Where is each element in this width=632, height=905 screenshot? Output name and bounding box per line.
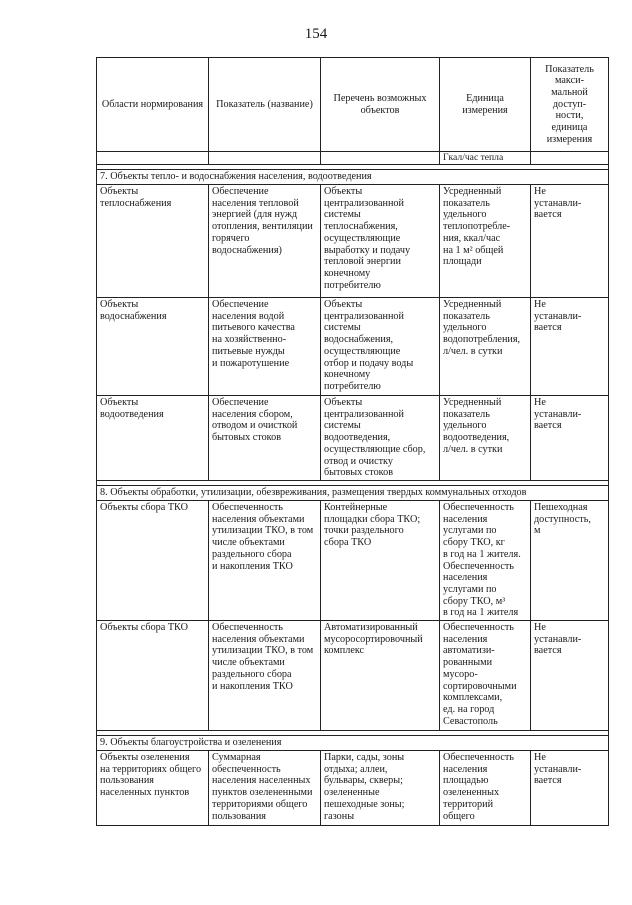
- cell-text: осуществляющие: [324, 345, 401, 357]
- cell-text: осуществляющие сбор,: [324, 443, 426, 455]
- cell-text: населения: [443, 572, 488, 584]
- cell-text: водоснабжения): [212, 244, 282, 256]
- cell-text: водопотребления,: [443, 334, 521, 346]
- cell-text: услугами по: [443, 525, 497, 537]
- table-row: [97, 751, 609, 826]
- cell-text: вается: [534, 322, 562, 334]
- header-area: Области нормирования: [97, 58, 209, 152]
- cell-text: вается: [534, 645, 562, 657]
- cell-text: ед. на город: [443, 703, 495, 715]
- cell-text: Объекты сбора ТКО: [100, 622, 188, 634]
- cell-text: централизованной: [324, 408, 404, 420]
- cell-text: раздельного сбора: [212, 548, 292, 560]
- cell-text: централизованной: [324, 310, 404, 322]
- cell-text: населения объектами: [212, 633, 305, 645]
- cell-text: устанавли-: [534, 763, 582, 775]
- cell-text: вается: [534, 420, 562, 432]
- cell-text: сбору ТКО, кг: [443, 537, 505, 549]
- cell-text: и накопления ТКО: [212, 560, 293, 572]
- section-title: 7. Объекты тепло- и водоснабжения населения, водоотведения: [97, 170, 609, 185]
- cell-objects: [321, 396, 440, 481]
- table-row: [97, 621, 609, 731]
- section-title: 8. Объекты обработки, утилизации, обезвреживания, размещения твердых коммунальных отходов: [97, 486, 609, 501]
- cell-text: в год на 1 жителя.: [443, 548, 521, 560]
- cell-area: [97, 185, 209, 298]
- cell-text: л/чел. в сутки: [443, 345, 503, 357]
- cell-text: удельного: [443, 322, 487, 334]
- cell-text: пользования: [212, 810, 266, 822]
- cell-text: населения: [443, 633, 488, 645]
- cell-area: [97, 298, 209, 396]
- cell-access: [531, 751, 609, 826]
- cell-indicator: [209, 396, 321, 481]
- cell-text: отвод и очистку: [324, 455, 393, 467]
- cell-text: отбор и подачу воды: [324, 357, 414, 369]
- section-heading: [97, 736, 609, 751]
- cell-text: в год на 1 жителя: [443, 607, 519, 619]
- cell-text: Севастополь: [443, 715, 498, 727]
- cell-text: бытовых стоков: [212, 432, 282, 444]
- cell-text: Обеспеченность: [443, 752, 514, 764]
- cell-unit: [440, 396, 531, 481]
- cell-text: пешеходные зоны;: [324, 798, 405, 810]
- cell-text: Объекты: [100, 397, 139, 408]
- cell-text: Усредненный: [443, 397, 502, 408]
- cell-text: м: [534, 525, 541, 537]
- cell-text: потребителю: [324, 380, 381, 392]
- cell-text: Объекты: [324, 186, 363, 197]
- cell-text: конечному: [324, 267, 371, 279]
- cell-text: населения: [443, 763, 488, 775]
- cell-unit: [440, 501, 531, 621]
- cell-text: населения сбором,: [212, 408, 293, 420]
- cell-text: доступность,: [534, 513, 591, 525]
- cell-text: Не: [534, 622, 546, 634]
- cell-text: газоны: [324, 810, 355, 822]
- cell-text: питьевого качества: [212, 322, 295, 334]
- cell-text: автоматизи-: [443, 645, 495, 657]
- cell-text: услугами по: [443, 583, 497, 595]
- cell-text: населенных пунктов: [100, 787, 190, 799]
- cell-text: Суммарная: [212, 752, 261, 764]
- header-objects: Перечень возможных объектов: [321, 58, 440, 152]
- cell-text: осуществляющие: [324, 232, 401, 244]
- cell-text: показатель: [443, 197, 490, 209]
- cell-text: на хозяйственно-: [212, 334, 287, 346]
- table-row: [97, 298, 609, 396]
- cell-text: Объекты: [324, 299, 363, 310]
- cell-text: озелененных: [443, 787, 500, 799]
- cell-text: конечному: [324, 369, 371, 381]
- cell-text: отдыха; аллеи,: [324, 763, 388, 775]
- cell-text: Обеспеченность: [443, 622, 514, 634]
- cell-text: населения водой: [212, 310, 285, 322]
- cell-text: Обеспеченность: [443, 502, 514, 513]
- cell-text: теплопотребле-: [443, 221, 511, 233]
- cell-text: Обеспечение: [212, 299, 269, 310]
- table-row: [97, 185, 609, 298]
- cell-text: бульвары, скверы;: [324, 775, 403, 787]
- cell-text: сортировочными: [443, 680, 517, 692]
- cell-area: [97, 751, 209, 826]
- cell-text: на 1 м² общей: [443, 244, 504, 256]
- cell-access: [531, 501, 609, 621]
- cell-text: площадки сбора ТКО;: [324, 513, 421, 525]
- header-indicator: Показатель (название): [209, 58, 321, 152]
- cell-text: устанавли-: [534, 633, 582, 645]
- cell-text: мусоросортировочный: [324, 633, 423, 645]
- cell-text: Объекты озеленения: [100, 752, 190, 764]
- cell-text: теплоснабжения: [100, 197, 172, 209]
- cell-text: энергией (для нужд: [212, 209, 298, 221]
- cell-text: водоснабжения: [100, 310, 167, 322]
- cell-text: территорий: [443, 798, 494, 810]
- cell-text: водоотведения: [100, 408, 164, 420]
- cell-objects: [321, 621, 440, 731]
- section-heading: [97, 486, 609, 501]
- cell-area: [97, 621, 209, 731]
- cell-text: водоснабжения,: [324, 334, 394, 346]
- cell-text: показатель: [443, 408, 490, 420]
- cell-text: отопления, вентиляции: [212, 221, 313, 233]
- cell-text: Объекты: [100, 299, 139, 310]
- cell-text: Обеспеченность: [212, 502, 283, 513]
- cell-text: населения населенных: [212, 775, 311, 787]
- section-title: 9. Объекты благоустройства и озеленения: [97, 736, 609, 751]
- cell-text: Контейнерные: [324, 502, 388, 513]
- cell-text: на территориях общего: [100, 763, 202, 775]
- carryover-unit: Гкал/час тепла: [440, 152, 531, 165]
- cell-text: системы: [324, 420, 361, 432]
- cell-text: Усредненный: [443, 186, 502, 197]
- cell-text: Объекты: [100, 186, 139, 197]
- cell-text: Объекты сбора ТКО: [100, 502, 188, 513]
- cell-text: тепловой энергии: [324, 256, 401, 268]
- cell-text: Обеспеченность: [212, 622, 283, 634]
- cell-text: пунктов озелененными: [212, 787, 313, 799]
- cell-text: населения: [443, 513, 488, 525]
- cell-text: точки раздельного: [324, 525, 404, 537]
- cell-text: Парки, сады, зоны: [324, 752, 405, 764]
- cell-text: рованными: [443, 657, 493, 669]
- cell-text: озелененные: [324, 787, 380, 799]
- cell-indicator: [209, 185, 321, 298]
- cell-objects: [321, 185, 440, 298]
- cell-text: Объекты: [324, 397, 363, 408]
- cell-unit: [440, 298, 531, 396]
- norms-table: [96, 57, 609, 826]
- cell-text: горячего: [212, 232, 250, 244]
- cell-text: и накопления ТКО: [212, 680, 293, 692]
- cell-text: питьевые нужды: [212, 345, 285, 357]
- cell-text: и пожаротушение: [212, 357, 290, 369]
- cell-text: площадью: [443, 775, 489, 787]
- cell-text: населения объектами: [212, 513, 305, 525]
- table-row: [97, 396, 609, 481]
- cell-access: [531, 621, 609, 731]
- cell-text: утилизации ТКО, в том: [212, 645, 314, 657]
- cell-objects: [321, 298, 440, 396]
- cell-text: отводом и очисткой: [212, 420, 298, 432]
- cell-text: системы: [324, 209, 361, 221]
- cell-text: теплоснабжения,: [324, 221, 398, 233]
- cell-unit: [440, 621, 531, 731]
- cell-text: л/чел. в сутки: [443, 443, 503, 455]
- cell-indicator: [209, 751, 321, 826]
- cell-text: Обеспечение: [212, 186, 269, 197]
- cell-text: Автоматизированный: [324, 622, 418, 634]
- cell-indicator: [209, 621, 321, 731]
- cell-text: обеспеченность: [212, 763, 281, 775]
- header-access: Показатель макси- мальной доступ- ности, единица измерения: [531, 58, 609, 152]
- cell-area: [97, 396, 209, 481]
- cell-text: числе объектами: [212, 537, 285, 549]
- cell-text: Усредненный: [443, 299, 502, 310]
- header-unit: Единица измерения: [440, 58, 531, 152]
- cell-text: комплексами,: [443, 692, 503, 704]
- cell-access: [531, 396, 609, 481]
- cell-indicator: [209, 501, 321, 621]
- cell-unit: [440, 751, 531, 826]
- cell-unit: [440, 185, 531, 298]
- cell-text: Не: [534, 397, 546, 408]
- cell-text: сбору ТКО, м³: [443, 595, 506, 607]
- cell-text: удельного: [443, 420, 487, 432]
- cell-text: сбора ТКО: [324, 537, 372, 549]
- cell-text: Пешеходная: [534, 502, 588, 513]
- cell-access: [531, 185, 609, 298]
- page-number: 154: [304, 26, 328, 42]
- cell-text: мусоро-: [443, 668, 478, 680]
- cell-text: площади: [443, 256, 482, 268]
- cell-text: показатель: [443, 310, 490, 322]
- cell-text: потребителю: [324, 279, 381, 291]
- cell-objects: [321, 501, 440, 621]
- cell-text: комплекс: [324, 645, 365, 657]
- cell-text: удельного: [443, 209, 487, 221]
- cell-text: выработку и подачу: [324, 244, 411, 256]
- cell-access: [531, 298, 609, 396]
- cell-objects: [321, 751, 440, 826]
- cell-text: вается: [534, 209, 562, 221]
- cell-text: пользования: [100, 775, 154, 787]
- cell-text: общего: [443, 810, 475, 822]
- cell-text: ния, ккал/час: [443, 232, 501, 244]
- cell-text: водоотведения,: [443, 432, 510, 444]
- cell-text: бытовых стоков: [324, 467, 394, 479]
- carryover-row: [97, 152, 609, 165]
- cell-text: Не: [534, 186, 546, 197]
- cell-text: устанавли-: [534, 310, 582, 322]
- cell-text: населения тепловой: [212, 197, 299, 209]
- cell-text: вается: [534, 775, 562, 787]
- section-heading: [97, 170, 609, 185]
- cell-text: раздельного сбора: [212, 668, 292, 680]
- cell-text: водоотведения,: [324, 432, 391, 444]
- cell-text: Не: [534, 752, 546, 764]
- cell-text: устанавли-: [534, 197, 582, 209]
- cell-text: системы: [324, 322, 361, 334]
- cell-indicator: [209, 298, 321, 396]
- cell-text: утилизации ТКО, в том: [212, 525, 314, 537]
- cell-text: Не: [534, 299, 546, 310]
- cell-text: централизованной: [324, 197, 404, 209]
- table-row: [97, 501, 609, 621]
- cell-area: [97, 501, 209, 621]
- cell-text: числе объектами: [212, 657, 285, 669]
- cell-text: устанавли-: [534, 408, 582, 420]
- cell-text: Обеспеченность: [443, 560, 514, 572]
- header-row: [97, 58, 609, 152]
- cell-text: территориями общего: [212, 798, 308, 810]
- cell-text: Обеспечение: [212, 397, 269, 408]
